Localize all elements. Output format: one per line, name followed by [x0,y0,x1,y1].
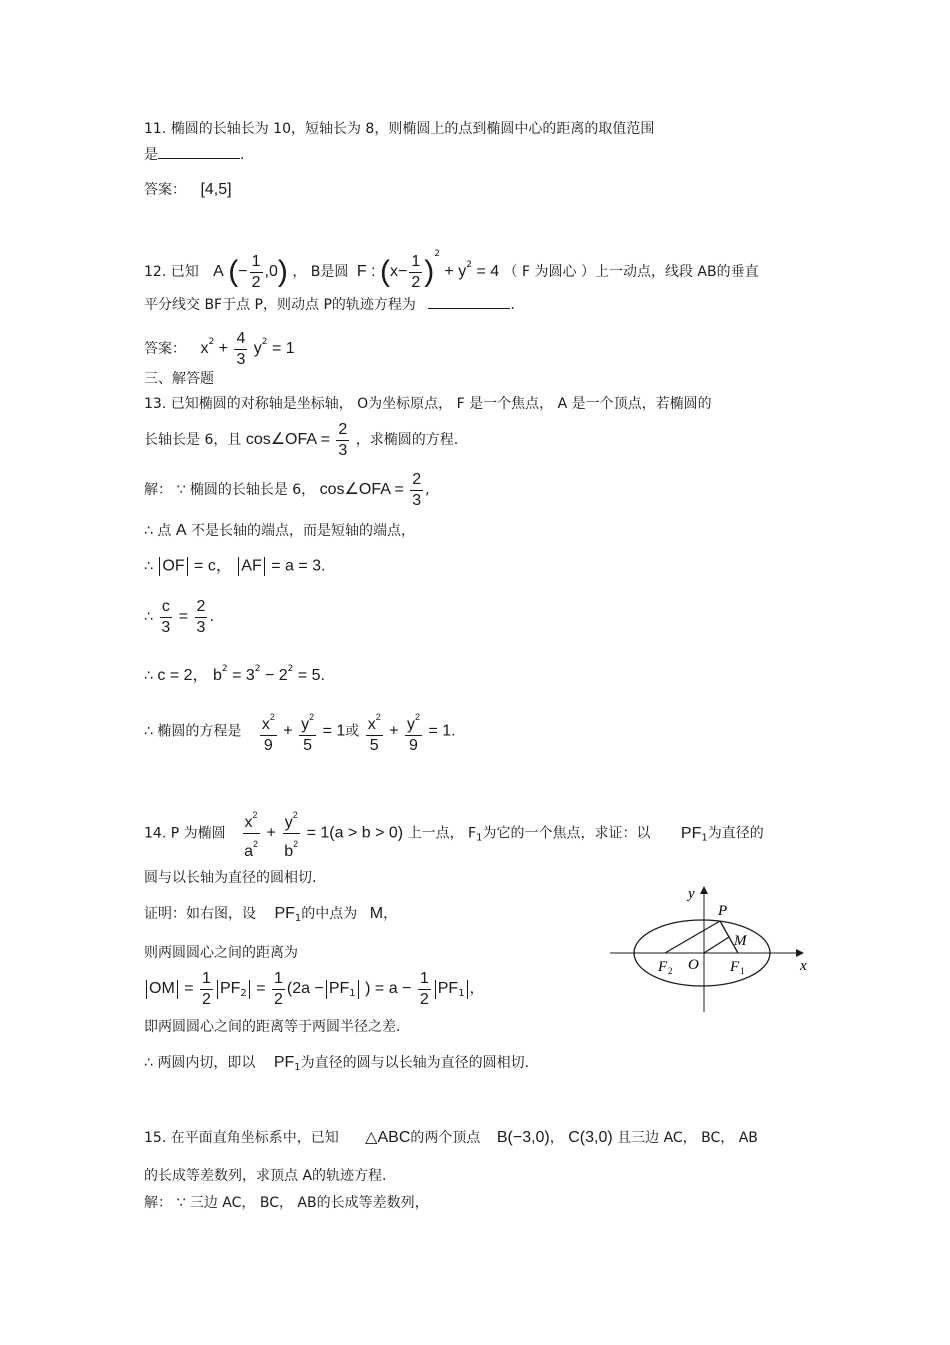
q12-dot: . [510,297,515,313]
q13-or: 或 [345,723,360,740]
q13-af: AF [241,557,262,575]
q12-y-term: + y [444,263,467,280]
q11-line1: 11. 椭圆的长轴长为 10，短轴长为 8，则椭圆上的点到椭圆中心的距离的取值范围 [144,121,655,137]
q14-half-3: $\frac{1}{2}$ [419,969,429,1008]
therefore-symbol: ∴ [144,668,153,684]
q11-answer-value: [4,5] [200,181,232,198]
fig-label-x: x [800,958,807,974]
q13-l3-A: A [175,522,187,539]
q14-proof-line5 [144,1054,529,1077]
q14-proof-comma: ， [383,906,398,922]
q15-line1 [144,1129,758,1147]
q14-prefix: 14. P 为椭圆 [144,825,226,842]
q13-l3-b: 不是长轴的端点，而是短轴的端点， [190,523,415,539]
q12-answer-blank [428,308,510,309]
triangle-icon: △ [365,1129,378,1146]
q13-sol-line6 [144,708,456,755]
q13-eq-c: = c， [194,557,232,575]
q12-A-tail: ,0 [264,263,278,280]
q13-b-minus: − 2 [264,667,288,684]
q13-cos-frac: $\frac{2}{3}$ [338,420,348,459]
q12-prefix: 12. 已知 [144,264,199,280]
q13-plus-1: + [283,722,293,740]
q14-proof-mid: 的中点为 [301,906,358,922]
q12-f-frac: $\frac{1}{2}$ [411,252,421,291]
q13-line1: 13. 已知椭圆的对称轴是坐标轴， O为坐标原点， F 是一个焦点， A 是一个顶点，若椭圆的 [144,396,712,412]
q12-ans-frac: $\frac{4}{3}$ [236,329,246,368]
segment-o-m [704,937,729,953]
section-3-heading: 三、解答题 [144,371,214,387]
fig-label-f2-sub: 2 [668,966,673,976]
q13-eq-1: = 1 [322,722,346,740]
q13-l5-eq: = [178,608,189,625]
q15-abc: ABC [377,1129,411,1146]
q11-dot: . [240,147,245,163]
fig-label-m: M [734,933,747,949]
q15-mid: 的两个顶点 [410,1130,481,1146]
therefore-symbol: ∴ [144,1055,153,1071]
q14-eq3: ) = a − [365,980,412,997]
q12-tail-text: （ F 为圆心 ）上一动点，线段 AB的垂直 [503,264,759,280]
q13-sol-line2 [144,522,415,540]
q12-minus: − [238,263,248,280]
q13-sol-text: 椭圆的长轴长是 6， [189,482,316,498]
therefore-symbol: ∴ [144,558,153,575]
q11-answer-label: 答案： [144,182,186,198]
q11-answer-blank [158,158,240,159]
q12-line2 [144,296,515,314]
q15-prefix: 15. 在平面直角坐标系中，已知 [144,1130,339,1146]
q13-c-eq: c = 2， [157,667,209,684]
q13-line2-suffix: ，求椭圆的方程. [355,432,459,448]
q11-prefix: 是 [144,147,158,163]
q13-23-frac: $\frac{2}{3}$ [196,597,206,636]
q12-answer-label: 答案： [144,341,186,357]
fig-label-f2: F [658,959,668,975]
fig-label-p: P [718,903,728,919]
q13-b: b [212,667,222,684]
q14-mid: 上一点， F [407,825,477,842]
q15-sol-text: 三边 AC， BC， AB的长成等差数列， [189,1195,429,1211]
q14-pf1b-sub: 1 [458,988,465,999]
q14-proof-line3 [144,967,484,1016]
q14-om: OM [149,980,175,997]
fig-label-f1-sub: 1 [740,966,745,976]
q13-l5-dot: . [209,608,214,625]
therefore-symbol: ∴ [144,609,153,625]
q13-sol-frac: $\frac{2}{3}$ [412,470,422,509]
q12-line2-text: 平分线交 BF于点 P，则动点 P的轨迹方程为 [144,297,416,313]
q13-sol-line1 [144,468,430,512]
q13-of: OF [162,557,185,575]
q13-l7-text: 椭圆的方程是 [157,723,242,740]
q12-ans-eq: = 1 [271,340,295,357]
fig-label-y: y [688,886,695,902]
q13-sol-comma: , [425,482,430,498]
q12-ans-y: y [253,340,262,357]
fig-label-f1: F [730,959,740,975]
q12-F-label: F : [356,263,376,280]
q14-y2-b2-frac: $\frac{y^2}{b^2}$ [282,806,300,861]
q15-comma: ， [549,1130,564,1146]
q14-sub1: 1 [476,832,483,844]
q13-line2-prefix: 长轴长是 6，且 [144,432,242,448]
q15-tail: 且三边 AC， BC， AB [617,1130,758,1146]
therefore-symbol: ∴ [144,723,153,740]
q14-pf1-sub: 1 [349,988,356,999]
q13-sol-line3 [144,557,325,576]
q14-line2: 圆与以长轴为直径的圆相切. [144,870,317,886]
q14-pf2-sub: 2 [240,988,247,999]
q14-plus: + [266,824,276,842]
q14-pf2: PF [219,980,241,997]
q14-eq1: = [184,980,194,997]
q13-sol-cos: cos∠OFA = [319,481,404,498]
q13-plus-2: + [389,722,399,740]
q14-x2-a2-frac: $\frac{x^2}{a^2}$ [242,806,260,861]
q13-c3-frac: $\frac{c}{3}$ [161,597,171,636]
q11-line2 [144,146,244,164]
q12-point-A: A [213,263,224,280]
q14-proof-line2: 则两圆圆心之间的距离为 [144,945,298,961]
q13-b-eq: = 3 [232,667,255,684]
q14-tail: 为直径的 [707,825,764,842]
q13-x2-9-frac: $\frac{x^2}{9}$ [260,708,277,755]
q13-y2-5-frac: $\frac{y^2}{5}$ [299,708,316,755]
q14-half-1: $\frac{1}{2}$ [202,969,211,1008]
q13-b-end: = 5. [297,667,325,684]
q15-point-B: B(−3,0) [496,1129,550,1146]
because-symbol: ∵ [176,1195,186,1211]
q14-proof-line4: 即两圆圆心之间的距离等于两圆半径之差. [144,1019,401,1035]
q12-ans-x: x [200,340,209,357]
q14-proof-sub: 1 [294,913,302,924]
q13-sol-line5: ∴ c = 2， $b^2 = 3^2 - 2^2 = 5$. [144,664,325,684]
q12-ans-plus: + [218,340,228,357]
q13-line2 [144,418,458,462]
q13-l3-a: 点 [157,523,172,539]
q15-sol-line1 [144,1194,429,1212]
q12-line1: 12. 已知 A (− $\frac{1}{2}$ ,0) ， B是圆 F : (x− $\frac{1}{2}$ )$^2 + y^2 = 4$ （ F 为圆心 ）上一动点，线段 AB的垂直 [144,249,759,291]
q15-line2: 的长成等差数列，求顶点 A的轨迹方程. [144,1168,387,1184]
q14-pf1b: PF [437,980,459,997]
therefore-symbol: ∴ [144,523,153,539]
q13-eq-2: = 1. [428,722,456,740]
q12-eq-4: = 4 [476,263,500,280]
q14-mid2: 为它的一个焦点，求证：以 [482,825,651,842]
q14-proof-pf: PF [274,905,295,922]
fig-label-o: O [688,957,699,973]
q14-line7-pf: PF [273,1054,295,1071]
q12-minus2: − [397,263,408,280]
q12-A-frac: $\frac{1}{2}$ [251,252,261,291]
q13-sol-prefix: 解： [144,482,172,498]
q13-eq-a: = a = 3. [271,557,326,575]
q12-x: x [389,263,398,280]
q14-line7-a: 两圆内切，即以 [157,1055,256,1071]
q11-answer [144,181,232,199]
q12-answer: 答案： $x^2$ + $\frac{4}{3}$ $y^2 = 1$ [144,329,295,368]
q14-comma: ， [469,981,484,997]
because-symbol: ∵ [176,482,186,498]
q14-paren: (2a − [286,980,324,997]
q13-y2-9-frac: $\frac{y^2}{9}$ [405,708,422,755]
q13-x2-5-frac: $\frac{x^2}{5}$ [366,708,383,755]
q14-line7-b: 为直径的圆与以长轴为直径的圆相切. [300,1055,530,1071]
q14-line7-sub: 1 [294,1062,301,1073]
q14-half-2: $\frac{1}{2}$ [274,969,283,1008]
q14-proof-M: M [369,905,384,922]
q14-line1 [144,806,764,861]
q15-sol-prefix: 解： [144,1195,172,1211]
q14-pf1: PF [328,980,350,997]
q14-cond: = 1(a > b > 0) [306,824,404,842]
ellipse-figure [610,880,820,1015]
q14-pf: PF [680,824,702,842]
q15-point-C: C(3,0) [568,1129,613,1146]
q13-cos-expr: cos∠OFA = [245,431,330,448]
q12-mid: ， B是圆 [292,264,349,280]
q13-sol-line4 [144,595,214,639]
q14-eq2: = [256,980,266,997]
q14-pf-sub: 1 [701,832,708,844]
q14-proof-prefix: 证明：如右图，设 [144,906,256,922]
q14-proof-line1 [144,905,397,928]
